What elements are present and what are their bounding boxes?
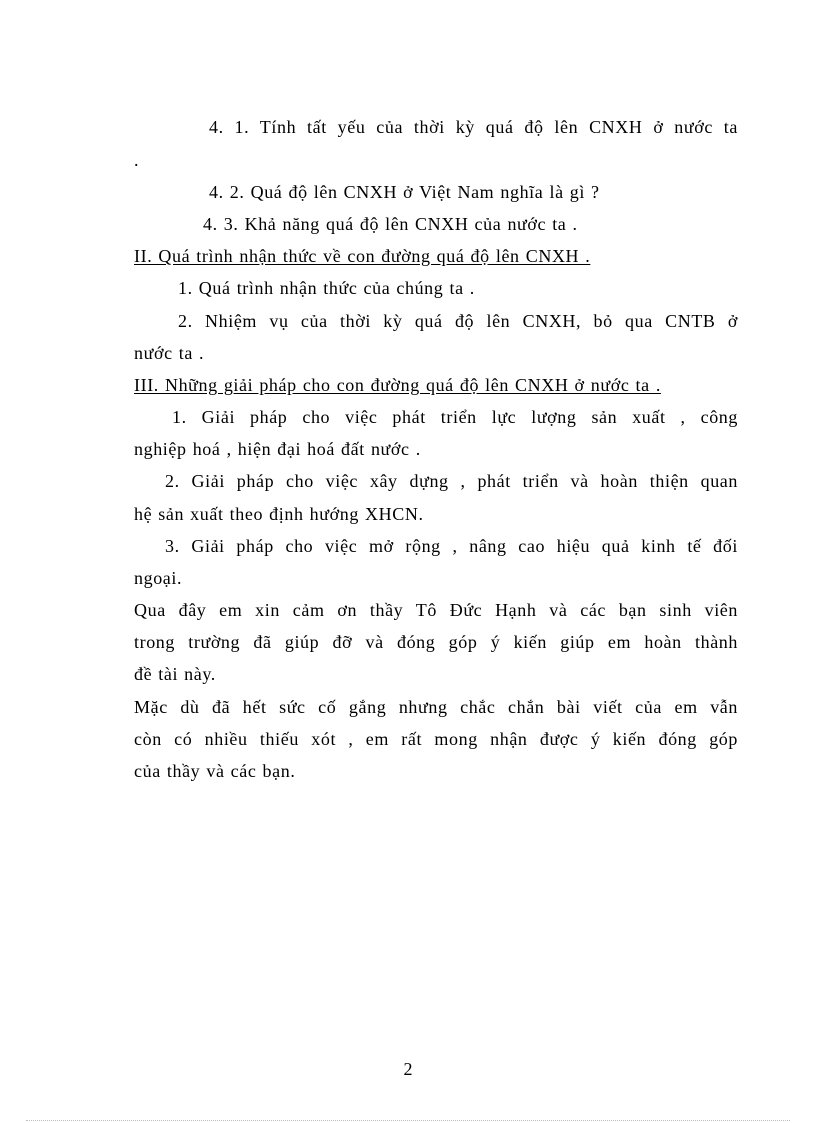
thanks-paragraph-line-1: Qua đây em xin cảm ơn thầy Tô Đức Hạnh và các bạn sinh viên — [134, 600, 738, 620]
thanks-paragraph-line-2: trong trường đã giúp đỡ và đóng góp ý kiến giúp em hoàn thành — [134, 632, 738, 652]
toc-item-iii-3: 3. Giải pháp cho việc mở rộng , nâng cao hiệu quả kinh tế đối — [165, 536, 738, 556]
toc-item-ii-2-continuation: nước ta . — [134, 343, 205, 363]
closing-paragraph-line-1: Mặc dù đã hết sức cố gắng nhưng chắc chắn bài viết của em vẫn — [134, 697, 738, 717]
toc-item-4-3: 4. 3. Khả năng quá độ lên CNXH của nước ta . — [203, 214, 578, 234]
toc-item-ii-2: 2. Nhiệm vụ của thời kỳ quá độ lên CNXH, bỏ qua CNTB ở — [178, 311, 738, 331]
page-number: 2 — [403, 1059, 413, 1079]
toc-item-iii-2-continuation: hệ sản xuất theo định hướng XHCN. — [134, 504, 424, 524]
toc-item-4-1-continuation: . — [134, 150, 140, 170]
toc-item-4-2: 4. 2. Quá độ lên CNXH ở Việt Nam nghĩa là gì ? — [209, 182, 600, 202]
closing-paragraph-line-2: còn có nhiều thiếu xót , em rất mong nhận được ý kiến đóng góp — [134, 729, 738, 749]
page-bottom-divider — [26, 1120, 790, 1121]
toc-item-iii-1-continuation: nghiệp hoá , hiện đại hoá đất nước . — [134, 439, 421, 459]
toc-item-ii-1: 1. Quá trình nhận thức của chúng ta . — [178, 278, 475, 298]
thanks-paragraph-line-3: đề tài này. — [134, 664, 216, 684]
toc-item-iii-3-continuation: ngoại. — [134, 568, 183, 588]
toc-item-iii-1: 1. Giải pháp cho việc phát triển lực lượng sản xuất , công — [172, 407, 738, 427]
section-heading-ii: II. Quá trình nhận thức về con đường quá độ lên CNXH . — [134, 246, 591, 266]
toc-item-4-1: 4. 1. Tính tất yếu của thời kỳ quá độ lên CNXH ở nước ta — [209, 117, 738, 137]
toc-item-iii-2: 2. Giải pháp cho việc xây dựng , phát triển và hoàn thiện quan — [165, 471, 738, 491]
section-heading-iii: III. Những giải pháp cho con đường quá độ lên CNXH ở nước ta . — [134, 375, 661, 395]
closing-paragraph-line-3: của thầy và các bạn. — [134, 761, 296, 781]
